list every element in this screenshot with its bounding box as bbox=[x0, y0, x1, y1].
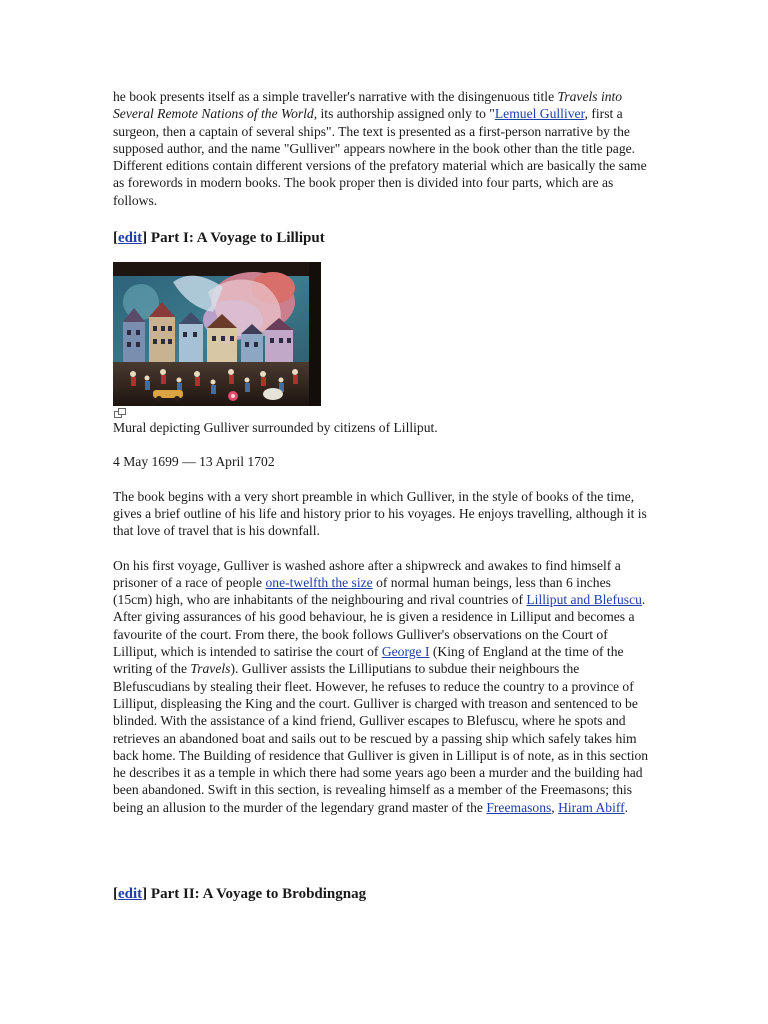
intro-text: , its authorship assigned only to " bbox=[313, 106, 495, 122]
lilliput-blefuscu-link[interactable]: Lilliput and Blefuscu bbox=[526, 592, 642, 608]
book-title-italic: Travels into Several Remote Nations of the World bbox=[113, 89, 623, 122]
paragraph-text: . bbox=[624, 799, 629, 815]
figure-caption: Mural depicting Gulliver surrounded by citizens of Lilliput. bbox=[113, 420, 438, 436]
hiram-abiff-link[interactable]: Hiram Abiff bbox=[558, 799, 625, 815]
mural-picture bbox=[113, 262, 321, 406]
paragraph-first-voyage bbox=[113, 557, 653, 816]
lemuel-gulliver-link[interactable]: Lemuel Gulliver bbox=[494, 106, 585, 122]
paragraph-text: , bbox=[551, 799, 559, 815]
bracket: ] bbox=[142, 230, 148, 247]
paragraph-text: (King of England at the time of the writing of the bbox=[113, 644, 624, 677]
section-heading-part-1 bbox=[113, 228, 653, 248]
travels-italic: Travels bbox=[190, 661, 231, 677]
one-twelfth-size-link[interactable]: one-twelfth the size bbox=[265, 574, 373, 590]
bracket: ] bbox=[142, 886, 148, 902]
enlarge-icon[interactable] bbox=[113, 407, 127, 419]
paragraph-preamble: The book begins with a very short preamble in which Gulliver, in the style of books of the time, gives a brief outline of his life and history prior to his voyages. He enjoys travelling, although it is that love of travel that is his downfall. bbox=[113, 488, 647, 539]
article-body bbox=[113, 88, 653, 902]
edit-link-part-1[interactable]: edit bbox=[118, 230, 143, 247]
section-heading-part-2 bbox=[113, 884, 366, 904]
intro-paragraph bbox=[113, 88, 653, 209]
paragraph-text: . After giving assurances of his good behaviour, he is given a residence in Lilliput and becomes a favourite of the court. From there, the book follows Gulliver's observations on the Court of Lilliput, which is intended to satirise the court of bbox=[113, 592, 646, 660]
intro-text: he book presents itself as a simple traveller's narrative with the disingenuous title bbox=[113, 89, 558, 104]
section-title: Part II: A Voyage to Brobdingnag bbox=[147, 886, 367, 902]
bracket: [ bbox=[113, 230, 118, 247]
voyage-dates: 4 May 1699 — 13 April 1702 bbox=[113, 454, 275, 470]
george-i-link[interactable]: George I bbox=[381, 644, 430, 660]
paragraph-text: of normal human beings, less than 6 inches (15cm) high, who are inhabitants of the neighbouring and rival countries of bbox=[113, 574, 611, 608]
intro-text: , first a surgeon, then a captain of several ships". The text is presented as a first-person narrative by the supposed author, and the name "Gulliver" appears nowhere in the book other than the title page. Different editions contain different versions of the prefatory material which are basically the same as forewords in modern books. The book proper then is divided into four parts, which are as follows. bbox=[113, 106, 647, 208]
paragraph-text: ). Gulliver assists the Lilliputians to subdue their neighbours the Blefuscudians by stealing their fleet. However, he refuses to reduce the country to a province of Lilliput, displeasing the King and the court. Gulliver is charged with treason and sentenced to be blinded. With the assistance of a kind friend, Gulliver escapes to Blefuscu, where he spots and retrieves an abandoned boat and sails out to be rescued by a passing ship which safely takes him back home. The Building of residence that Gulliver is given in Lilliput is of note, as in this section he describes it as a temple in which there had some years ago been a murder and the building had been abandoned. Swift in this section, is revealing himself as a member of the Freemasons; this being an allusion to the murder of the legendary grand master of the bbox=[113, 661, 649, 815]
edit-link-part-2[interactable]: edit bbox=[118, 886, 143, 902]
freemasons-link[interactable]: Freemasons bbox=[486, 799, 552, 815]
bracket: [ bbox=[113, 886, 118, 902]
section-title: Part I: A Voyage to Lilliput bbox=[147, 230, 325, 247]
paragraph-text: On his first voyage, Gulliver is washed ashore after a shipwreck and awakes to find himself a prisoner of a race of people bbox=[113, 557, 621, 590]
mural-image[interactable] bbox=[113, 262, 321, 406]
